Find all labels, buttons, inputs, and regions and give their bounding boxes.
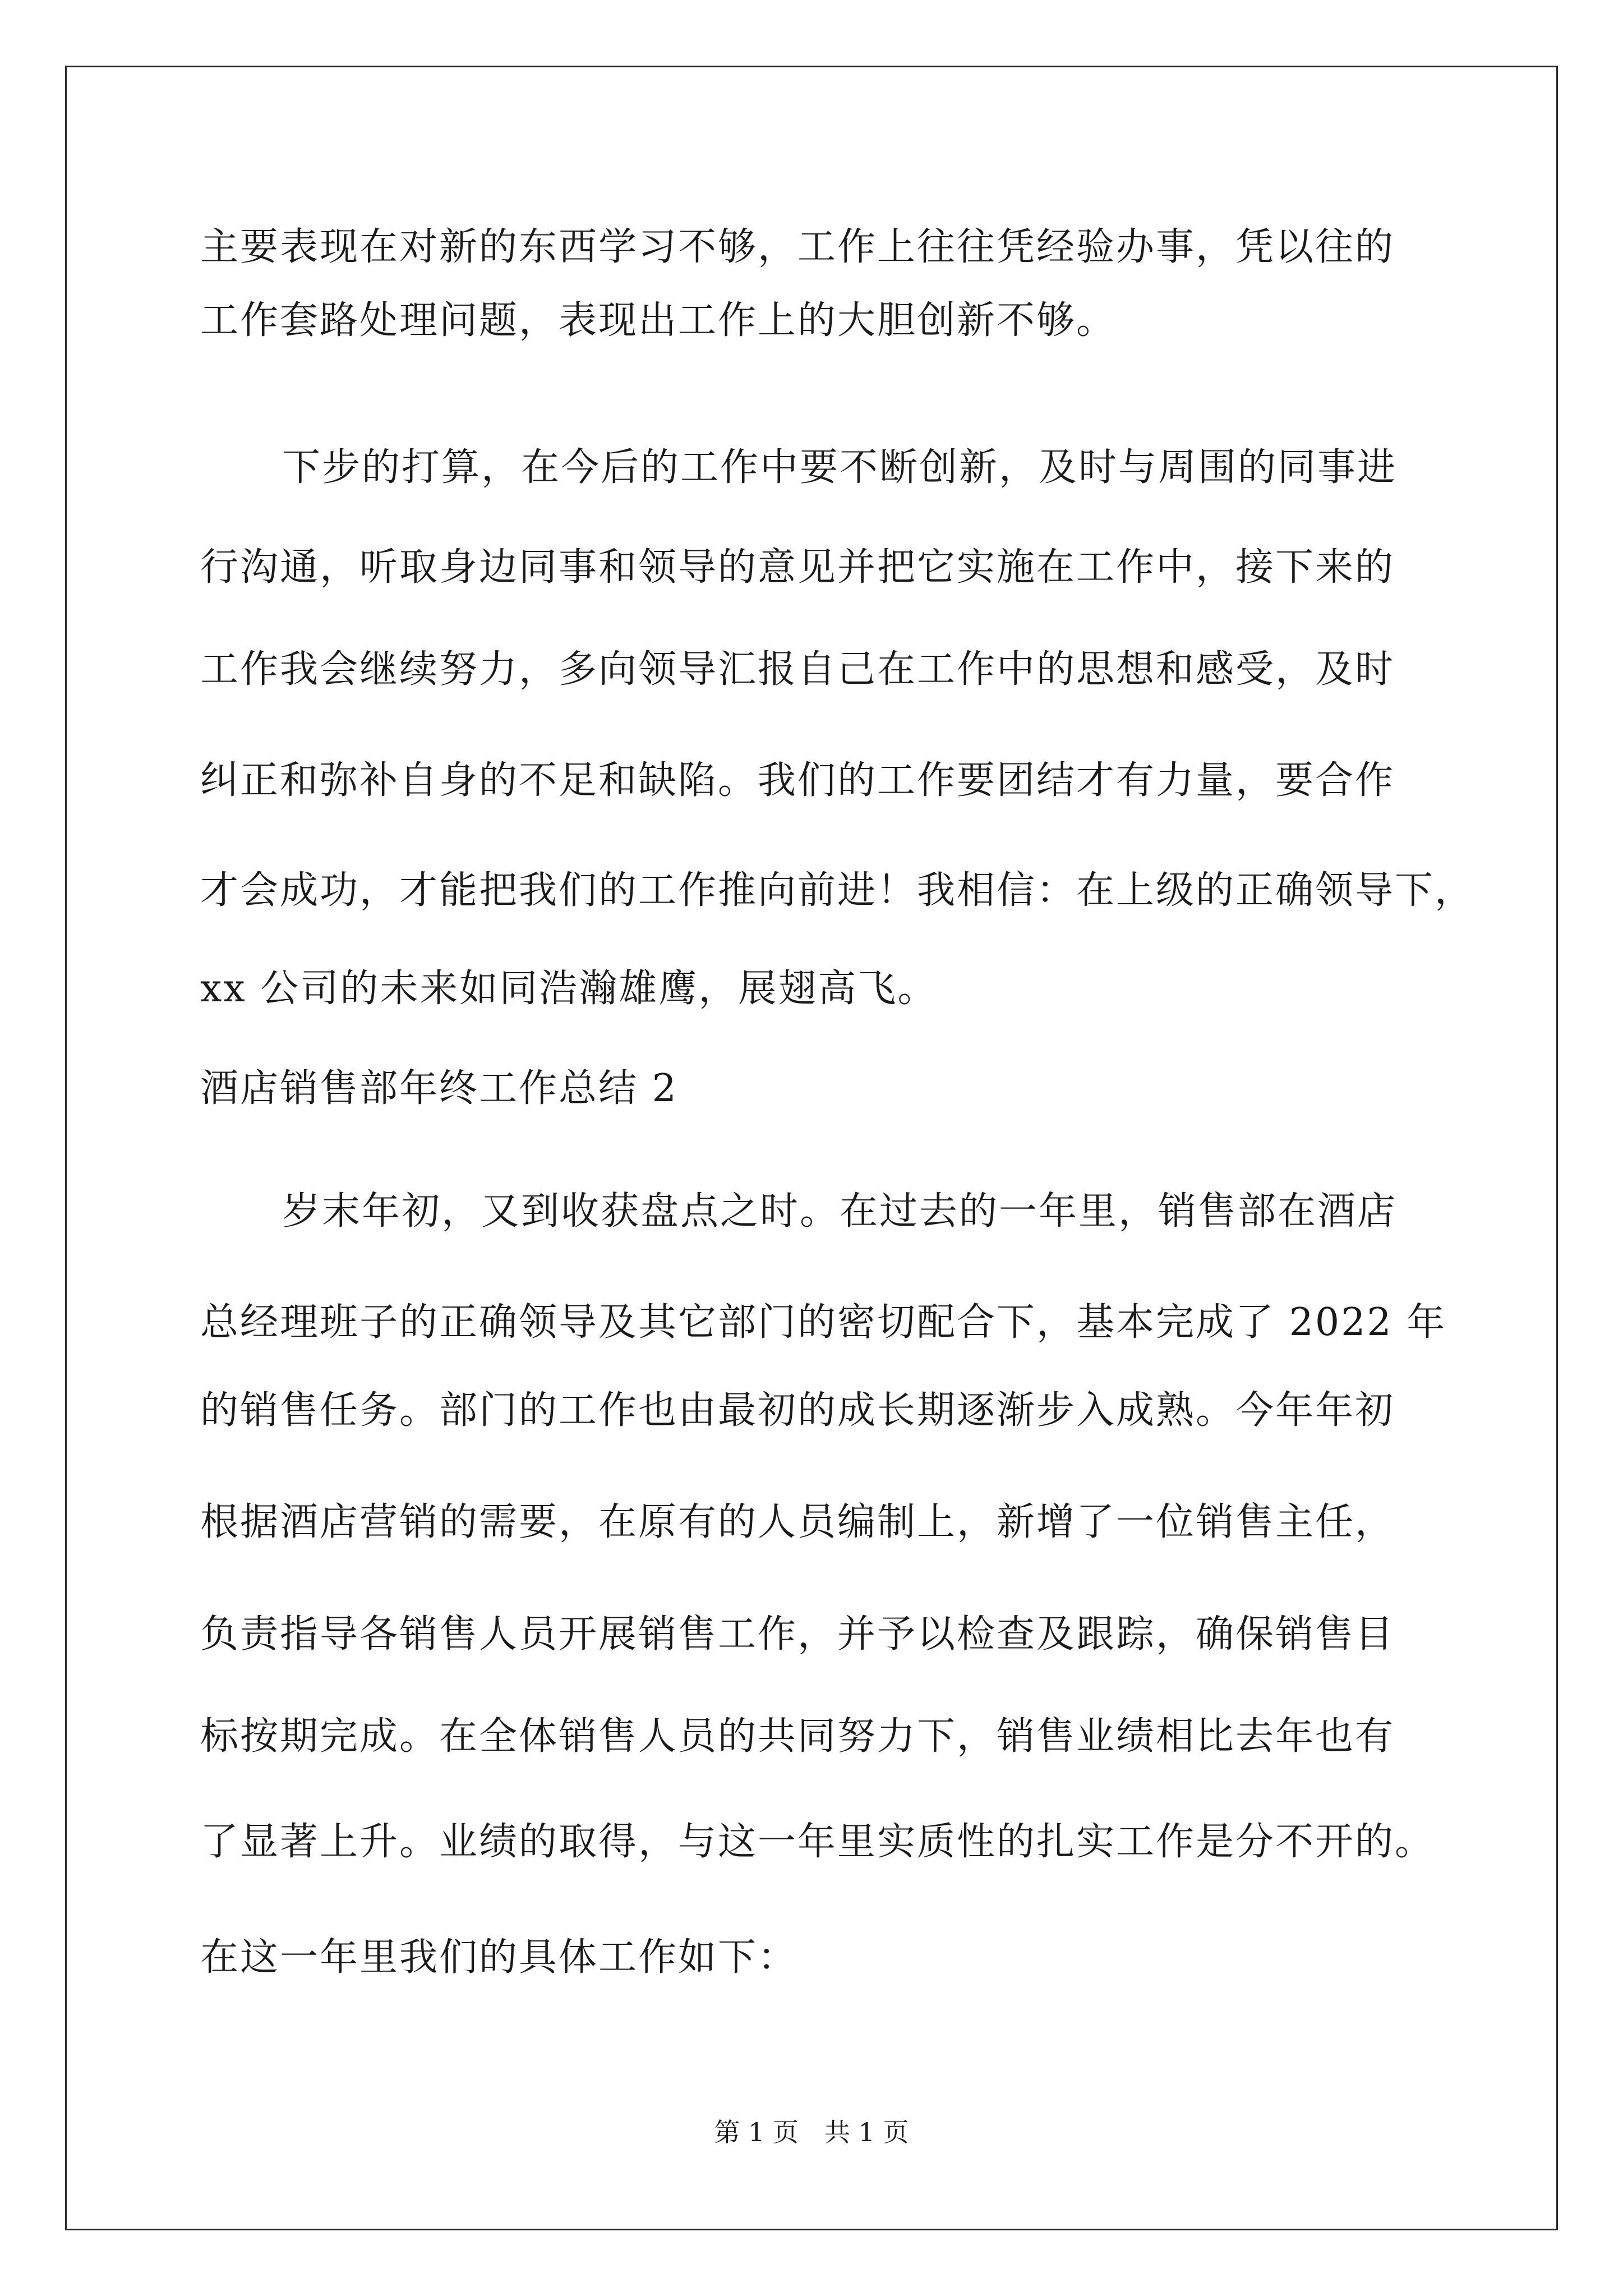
paragraph-line: 的销售任务。部门的工作也由最初的成长期逐渐步入成熟。今年年初 — [200, 1388, 1395, 1433]
paragraph-line: 岁末年初，又到收获盘点之时。在过去的一年里，销售部在酒店 — [282, 1189, 1398, 1234]
section-heading: 酒店销售部年终工作总结 2 — [200, 1066, 678, 1111]
page-number: 第 1 页 — [714, 2117, 799, 2147]
paragraph-line: 主要表现在对新的东西学习不够，工作上往往凭经验办事，凭以往的 — [200, 225, 1395, 269]
paragraph-line: 了显著上升。业绩的取得，与这一年里实质性的扎实工作是分不开的。 — [200, 1820, 1435, 1864]
page-footer — [0, 2119, 1623, 2145]
paragraph-line: 工作套路处理问题，表现出工作上的大胆创新不够。 — [200, 298, 1117, 343]
paragraph-line: 工作我会继续努力，多向领导汇报自己在工作中的思想和感受，及时 — [200, 647, 1395, 692]
paragraph-line: 标按期完成。在全体销售人员的共同努力下，销售业绩相比去年也有 — [200, 1714, 1395, 1759]
page-border — [65, 66, 1558, 2230]
paragraph-line: 行沟通，听取身边同事和领导的意见并把它实施在工作中，接下来的 — [200, 545, 1395, 590]
paragraph-line: 根据酒店营销的需要，在原有的人员编制上，新增了一位销售主任， — [200, 1500, 1395, 1544]
page-total: 共 1 页 — [824, 2117, 909, 2147]
paragraph-line: 负责指导各销售人员开展销售工作，并予以检查及跟踪，确保销售目 — [200, 1612, 1395, 1657]
paragraph-line: xx 公司的未来如同浩瀚雄鹰，展翅高飞。 — [200, 967, 938, 1011]
paragraph-line: 纠正和弥补自身的不足和缺陷。我们的工作要团结才有力量，要合作 — [200, 758, 1395, 803]
paragraph-line: 在这一年里我们的具体工作如下： — [200, 1935, 798, 1980]
paragraph-line: 下步的打算，在今后的工作中要不断创新，及时与周围的同事进 — [282, 445, 1398, 490]
paragraph-line: 总经理班子的正确领导及其它部门的密切配合下，基本完成了 2022 年 — [200, 1300, 1447, 1345]
paragraph-line: 才会成功，才能把我们的工作推向前进！我相信：在上级的正确领导下， — [200, 868, 1475, 913]
